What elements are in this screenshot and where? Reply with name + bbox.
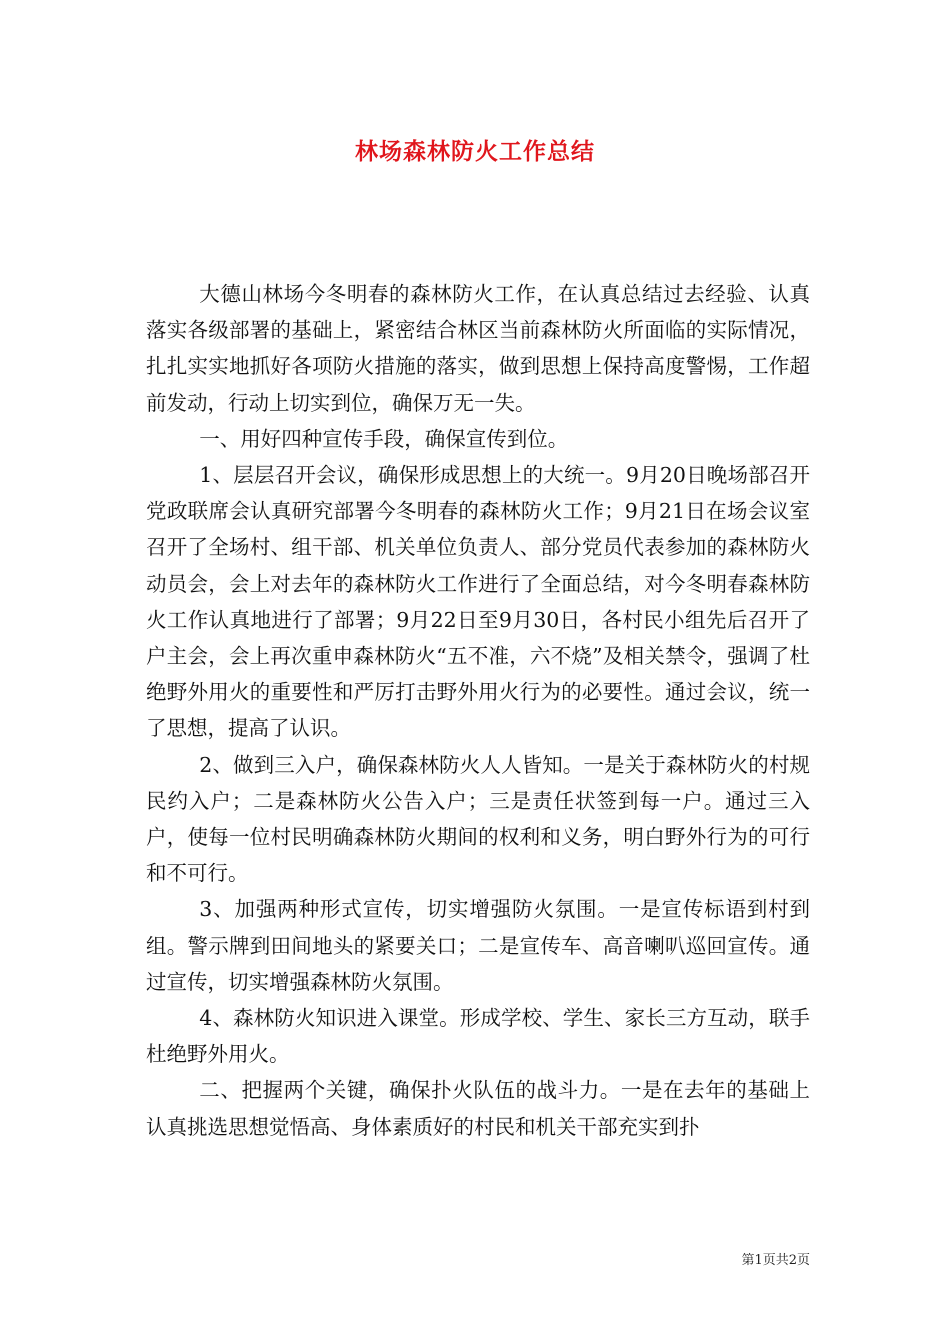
paragraph-item-2: 2、做到三入户，确保森林防火人人皆知。一是关于森林防火的村规民约入户；二是森林防火公告入户；三是责任状签到每一户。通过三入户，使每一位村民明确森林防火期间的权利和义务，明白野外行为的可行和不可行。 bbox=[146, 752, 810, 886]
document-title: 林场森林防火工作总结 bbox=[355, 139, 595, 165]
page-number-footer: 第1页共2页 bbox=[741, 1253, 810, 1268]
document-body bbox=[146, 276, 810, 1145]
paragraph-intro: 大德山林场今冬明春的森林防火工作，在认真总结过去经验、认真落实各级部署的基础上，紧密结合林区当前森林防火所面临的实际情况，扎扎实实地抓好各项防火措施的落实，做到思想上保持高度警惕，工作超前发动，行动上切实到位，确保万无一失。 bbox=[146, 282, 810, 415]
paragraph-item-1: 1、层层召开会议，确保形成思想上的大统一。9月20日晚场部召开党政联席会认真研究部署今冬明春的森林防火工作；9月21日在场会议室召开了全场村、组干部、机关单位负责人、部分党员代表参加的森林防火动员会，会上对去年的森林防火工作进行了全面总结，对今冬明春森林防火工作认真地进行了部署；9月22日至9月30日，各村民小组先后召开了户主会，会上再次重申森林防火“五不准，六不烧”及相关禁令，强调了杜绝野外用火的重要性和严厉打击野外用火行为的必要性。通过会议，统一了思想，提高了认识。 bbox=[146, 463, 810, 741]
paragraph-section-1-heading: 一、用好四种宣传手段，确保宣传到位。 bbox=[199, 426, 569, 451]
paragraph-item-4: 4、森林防火知识进入课堂。形成学校、学生、家长三方互动，联手杜绝野外用火。 bbox=[146, 1006, 810, 1067]
paragraph-item-3: 3、加强两种形式宣传，切实增强防火氛围。一是宣传标语到村到组。警示牌到田间地头的紧要关口；二是宣传车、高音喇叭巡回宣传。通过宣传，切实增强森林防火氛围。 bbox=[146, 897, 810, 994]
paragraph-section-2: 二、把握两个关键，确保扑火队伍的战斗力。一是在去年的基础上认真挑选思想觉悟高、身体素质好的村民和机关干部充实到扑 bbox=[146, 1078, 810, 1139]
